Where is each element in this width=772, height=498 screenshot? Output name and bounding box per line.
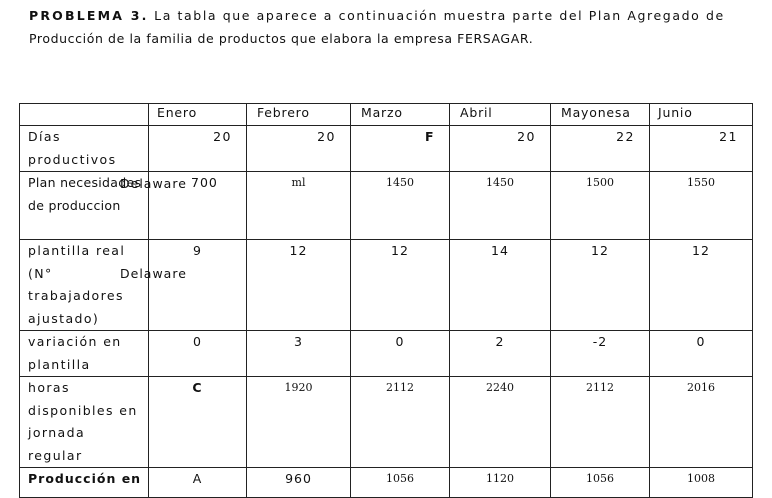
month-header: Junio xyxy=(650,104,753,126)
overlay-word: Delaware xyxy=(120,176,187,191)
table-cell: 1450 xyxy=(450,172,551,240)
table-cell: 12 xyxy=(650,240,753,331)
header-row xyxy=(20,104,753,126)
table-cell: 22 xyxy=(551,126,650,172)
problem-statement xyxy=(29,4,769,50)
problem-line-1 xyxy=(29,4,769,27)
table-cell: 2112 xyxy=(351,377,450,468)
table-cell: 20 xyxy=(450,126,551,172)
table-cell: 700 xyxy=(149,172,247,240)
table-cell: -2 xyxy=(551,331,650,377)
table-cell: 9 xyxy=(149,240,247,331)
table-cell: 0 xyxy=(650,331,753,377)
row-label: horas disponibles en jornada regular xyxy=(20,377,149,468)
month-header: Febrero xyxy=(247,104,351,126)
table-cell: 20 xyxy=(149,126,247,172)
problem-intro: La tabla que aparece a continuación muestra parte del Plan Agregado de xyxy=(148,8,725,23)
table-cell: 21 xyxy=(650,126,753,172)
table-row xyxy=(20,468,753,498)
table-cell: 0 xyxy=(351,331,450,377)
row-label: variación en plantilla xyxy=(20,331,149,377)
row-label: Plan necesidades de produccion xyxy=(20,172,149,240)
table-cell: 2016 xyxy=(650,377,753,468)
table-cell: ml xyxy=(247,172,351,240)
corner-cell xyxy=(20,104,149,126)
table-cell: 1120 xyxy=(450,468,551,498)
table-cell: 1056 xyxy=(351,468,450,498)
row-label: Días productivos xyxy=(20,126,149,172)
table-cell: 14 xyxy=(450,240,551,331)
table-cell: 20 xyxy=(247,126,351,172)
table-cell: 1500 xyxy=(551,172,650,240)
row-label xyxy=(20,468,149,498)
row-label: plantilla real (N° trabajadores ajustado) xyxy=(20,240,149,331)
month-header: Marzo xyxy=(351,104,450,126)
problem-line-2: Producción de la familia de productos que elabora la empresa FERSAGAR. xyxy=(29,31,534,46)
table-cell: 12 xyxy=(247,240,351,331)
table-cell: 12 xyxy=(351,240,450,331)
table-row xyxy=(20,331,753,377)
table-row xyxy=(20,240,753,331)
aggregate-plan-table xyxy=(19,103,753,498)
table-cell: 3 xyxy=(247,331,351,377)
table-row xyxy=(20,126,753,172)
table-cell: 1920 xyxy=(247,377,351,468)
table-cell: F xyxy=(351,126,450,172)
table-cell: 2240 xyxy=(450,377,551,468)
table-cell: 1008 xyxy=(650,468,753,498)
table-cell: A xyxy=(149,468,247,498)
month-header: Enero xyxy=(149,104,247,126)
overlay-word: Delaware xyxy=(120,266,187,281)
month-header: Abril xyxy=(450,104,551,126)
problem-label: PROBLEMA 3. xyxy=(29,8,149,23)
row-label-text: Producción en xyxy=(28,471,142,486)
table-cell: 960 xyxy=(247,468,351,498)
table-cell: 1056 xyxy=(551,468,650,498)
table-row xyxy=(20,377,753,468)
table-cell: 1450 xyxy=(351,172,450,240)
table-cell: 0 xyxy=(149,331,247,377)
month-header: Mayonesa xyxy=(551,104,650,126)
table-cell: C xyxy=(149,377,247,468)
table-cell: 2112 xyxy=(551,377,650,468)
table-cell: 12 xyxy=(551,240,650,331)
table-cell: 1550 xyxy=(650,172,753,240)
table-cell: 2 xyxy=(450,331,551,377)
